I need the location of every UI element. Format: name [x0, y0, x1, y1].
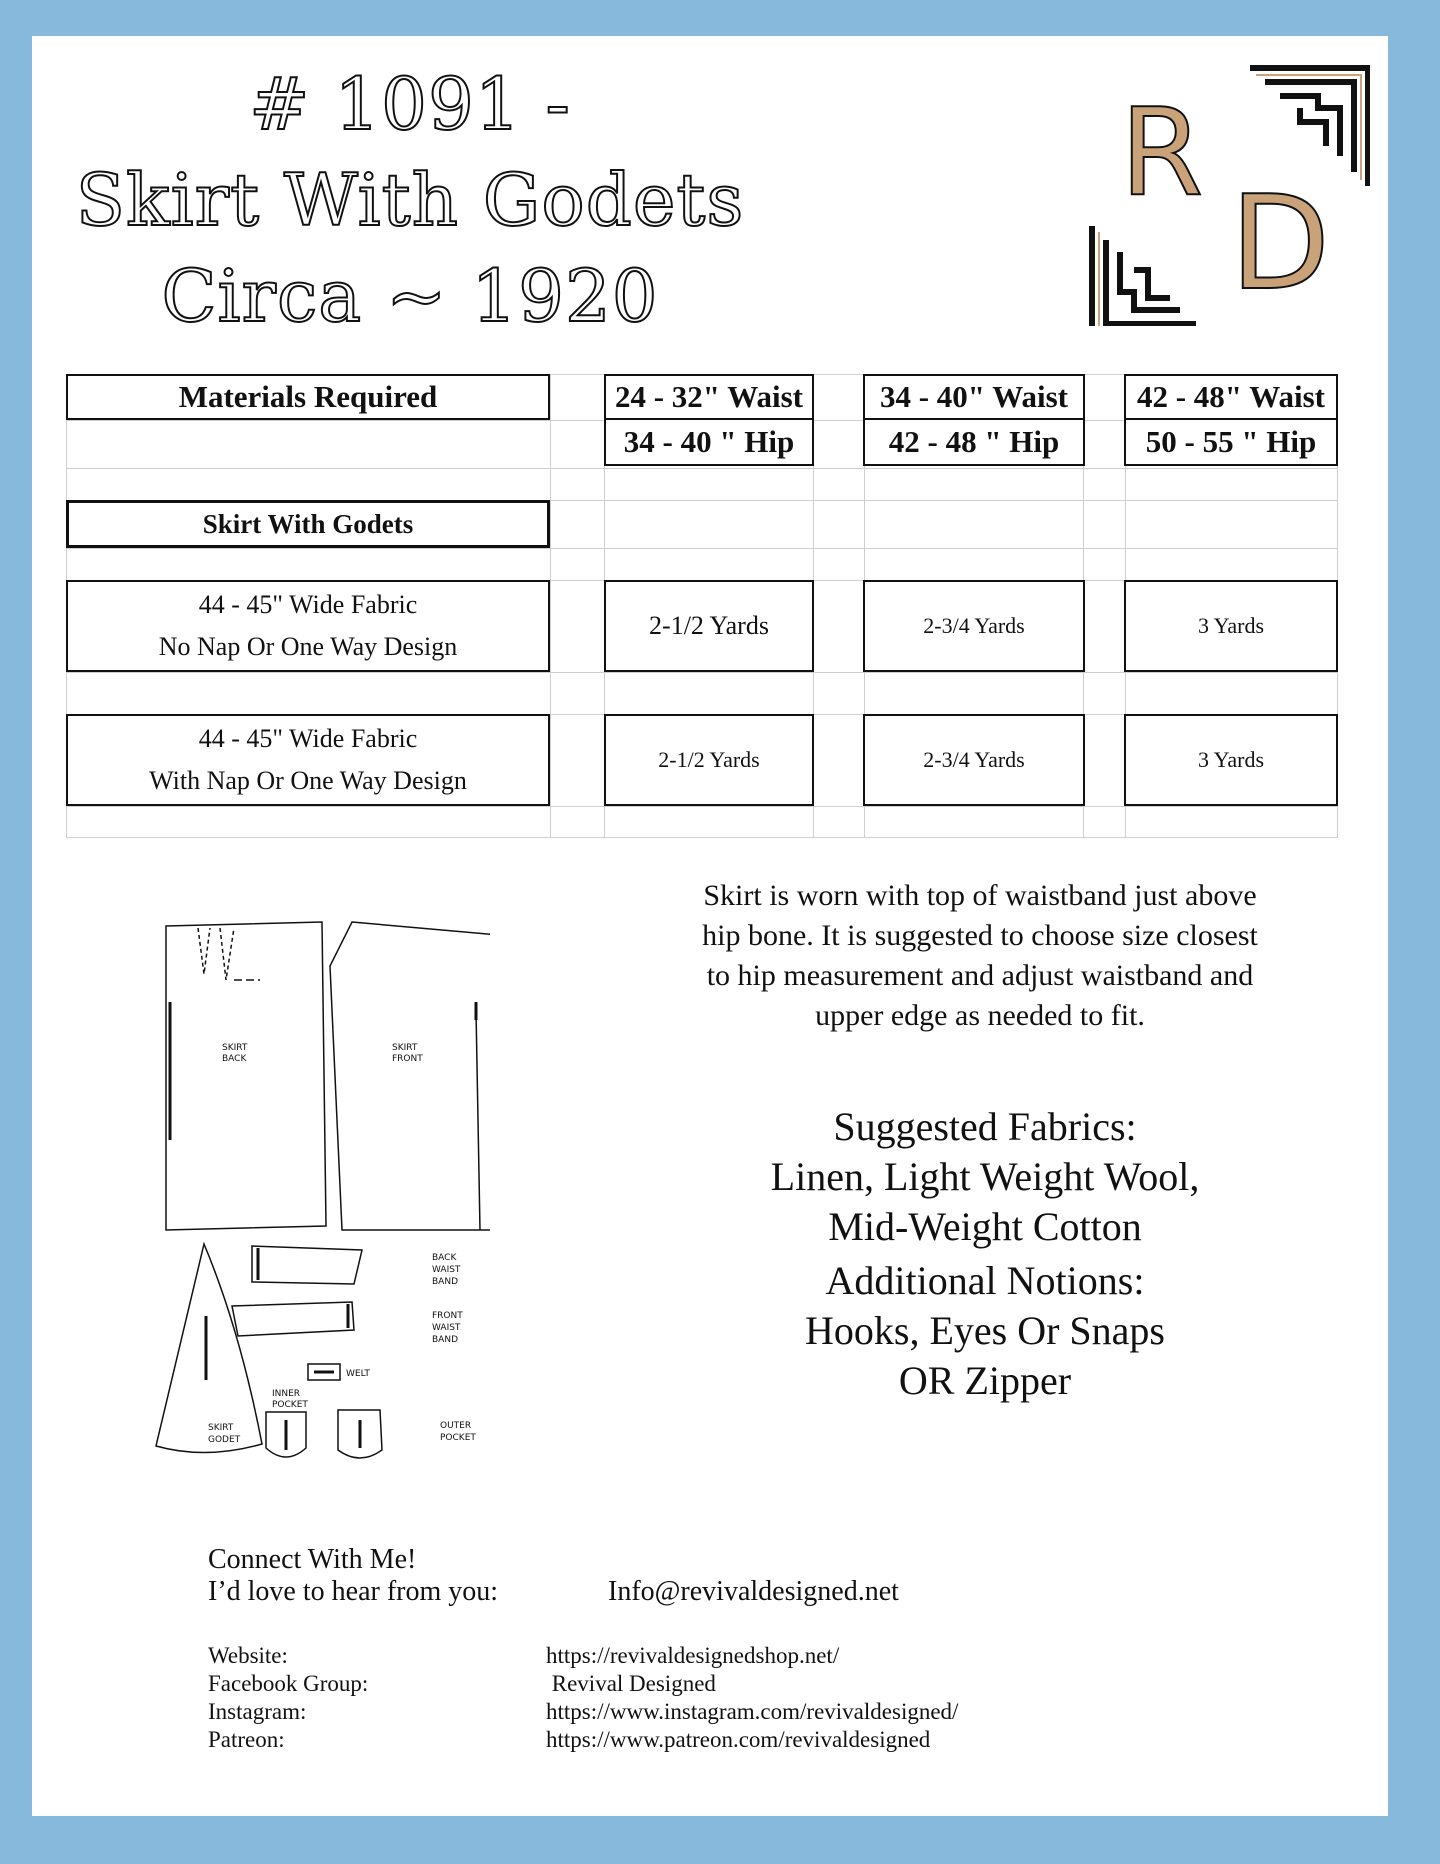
- notions-line-2: OR Zipper: [898, 1358, 1072, 1403]
- description-line-3: to hip measurement and adjust waistband and: [706, 959, 1254, 992]
- front-waist-band-piece: [232, 1302, 354, 1336]
- fabric-row-1-label: [66, 580, 550, 672]
- fabric-row-2-line-2: With Nap Or One Way Design: [149, 766, 467, 795]
- label-inner-pocket-2: POCKET: [272, 1400, 308, 1410]
- contact-line-1: Connect With Me!: [208, 1544, 417, 1575]
- fabric-row-2-size-2: 2-3/4 Yards: [863, 714, 1085, 806]
- patreon-label: Patreon:: [208, 1727, 285, 1752]
- label-outer-pocket-1: OUTER: [440, 1421, 472, 1431]
- facebook-link[interactable]: Revival Designed: [546, 1671, 716, 1696]
- size-1-hip: 34 - 40 " Hip: [604, 418, 814, 466]
- materials-required-header: Materials Required: [66, 374, 550, 420]
- fabrics-heading: Suggested Fabrics:: [833, 1104, 1137, 1149]
- label-skirt-front-2: FRONT: [392, 1054, 423, 1064]
- contact-line-2: I’d love to hear from you:: [208, 1576, 499, 1607]
- skirt-front-piece: [330, 922, 490, 1230]
- size-2-hip: 42 - 48 " Hip: [863, 418, 1085, 466]
- label-front-waist-band-3: BAND: [432, 1335, 458, 1345]
- website-link[interactable]: https://revivaldesignedshop.net/: [546, 1643, 840, 1668]
- skirt-godet-piece: [156, 1244, 262, 1453]
- label-back-waist-band-1: BACK: [432, 1253, 457, 1263]
- title-line-3: Circa ~ 1920: [161, 254, 659, 338]
- label-outer-pocket-2: POCKET: [440, 1433, 476, 1443]
- skirt-back-piece: [166, 922, 326, 1230]
- fabric-row-1-line-1: 44 - 45" Wide Fabric: [198, 590, 418, 619]
- title-line-2: Skirt With Godets: [75, 158, 745, 242]
- fit-description: [660, 876, 1300, 1036]
- patreon-link[interactable]: https://www.patreon.com/revivaldesigned: [546, 1727, 931, 1752]
- instagram-label: Instagram:: [208, 1699, 307, 1724]
- notions-line-1: Hooks, Eyes Or Snaps: [805, 1308, 1165, 1353]
- label-skirt-front-1: SKIRT: [392, 1043, 418, 1053]
- website-label: Website:: [208, 1643, 288, 1668]
- contact-email-link[interactable]: Info@revivaldesigned.net: [608, 1576, 899, 1607]
- label-back-waist-band-2: WAIST: [432, 1265, 461, 1275]
- fabric-row-2-size-3: 3 Yards: [1124, 714, 1338, 806]
- pattern-pieces-diagram: [150, 910, 490, 1490]
- description-line-2: hip bone. It is suggested to choose size closest: [702, 919, 1258, 952]
- fabrics-and-notions: [690, 1102, 1280, 1406]
- label-front-waist-band-2: WAIST: [432, 1323, 461, 1333]
- fabric-row-1-line-2: No Nap Or One Way Design: [158, 632, 458, 661]
- label-back-waist-band-3: BAND: [432, 1277, 458, 1287]
- label-skirt-godet-2: GODET: [208, 1435, 241, 1445]
- back-waist-band-piece: [252, 1246, 362, 1284]
- fabric-row-2-line-1: 44 - 45" Wide Fabric: [198, 724, 418, 753]
- fabrics-line-2: Mid-Weight Cotton: [828, 1204, 1142, 1249]
- label-skirt-back-1: SKIRT: [222, 1043, 248, 1053]
- fabric-row-1-size-3: 3 Yards: [1124, 580, 1338, 672]
- contact-block: [208, 1544, 899, 1608]
- section-label: Skirt With Godets: [66, 500, 550, 548]
- fabric-row-1-size-1: 2-1/2 Yards: [604, 580, 814, 672]
- fabrics-line-1: Linen, Light Weight Wool,: [770, 1154, 1200, 1199]
- logo-letter-r: R: [1120, 84, 1204, 223]
- size-1-waist: 24 - 32" Waist: [604, 374, 814, 420]
- facebook-label: Facebook Group:: [208, 1671, 369, 1696]
- fabric-row-1-size-2: 2-3/4 Yards: [863, 580, 1085, 672]
- page-title: [60, 56, 760, 344]
- label-front-waist-band-1: FRONT: [432, 1311, 463, 1321]
- label-welt: WELT: [346, 1369, 370, 1379]
- label-skirt-back-2: BACK: [222, 1054, 247, 1064]
- size-3-waist: 42 - 48" Waist: [1124, 374, 1338, 420]
- logo-letter-d: D: [1230, 167, 1331, 319]
- notions-heading: Additional Notions:: [825, 1258, 1145, 1303]
- fabric-row-2-label: [66, 714, 550, 806]
- description-line-4: upper edge as needed to fit.: [815, 999, 1145, 1032]
- rd-logo: [1050, 26, 1370, 326]
- fabric-row-2-size-1: 2-1/2 Yards: [604, 714, 814, 806]
- instagram-link[interactable]: https://www.instagram.com/revivaldesigned/: [546, 1699, 959, 1724]
- materials-table: [66, 374, 1338, 838]
- size-2-waist: 34 - 40" Waist: [863, 374, 1085, 420]
- description-line-1: Skirt is worn with top of waistband just above: [703, 879, 1257, 912]
- label-skirt-godet-1: SKIRT: [208, 1423, 234, 1433]
- label-inner-pocket-1: INNER: [272, 1389, 301, 1399]
- size-3-hip: 50 - 55 " Hip: [1124, 418, 1338, 466]
- title-line-1: # 1091 -: [249, 62, 571, 146]
